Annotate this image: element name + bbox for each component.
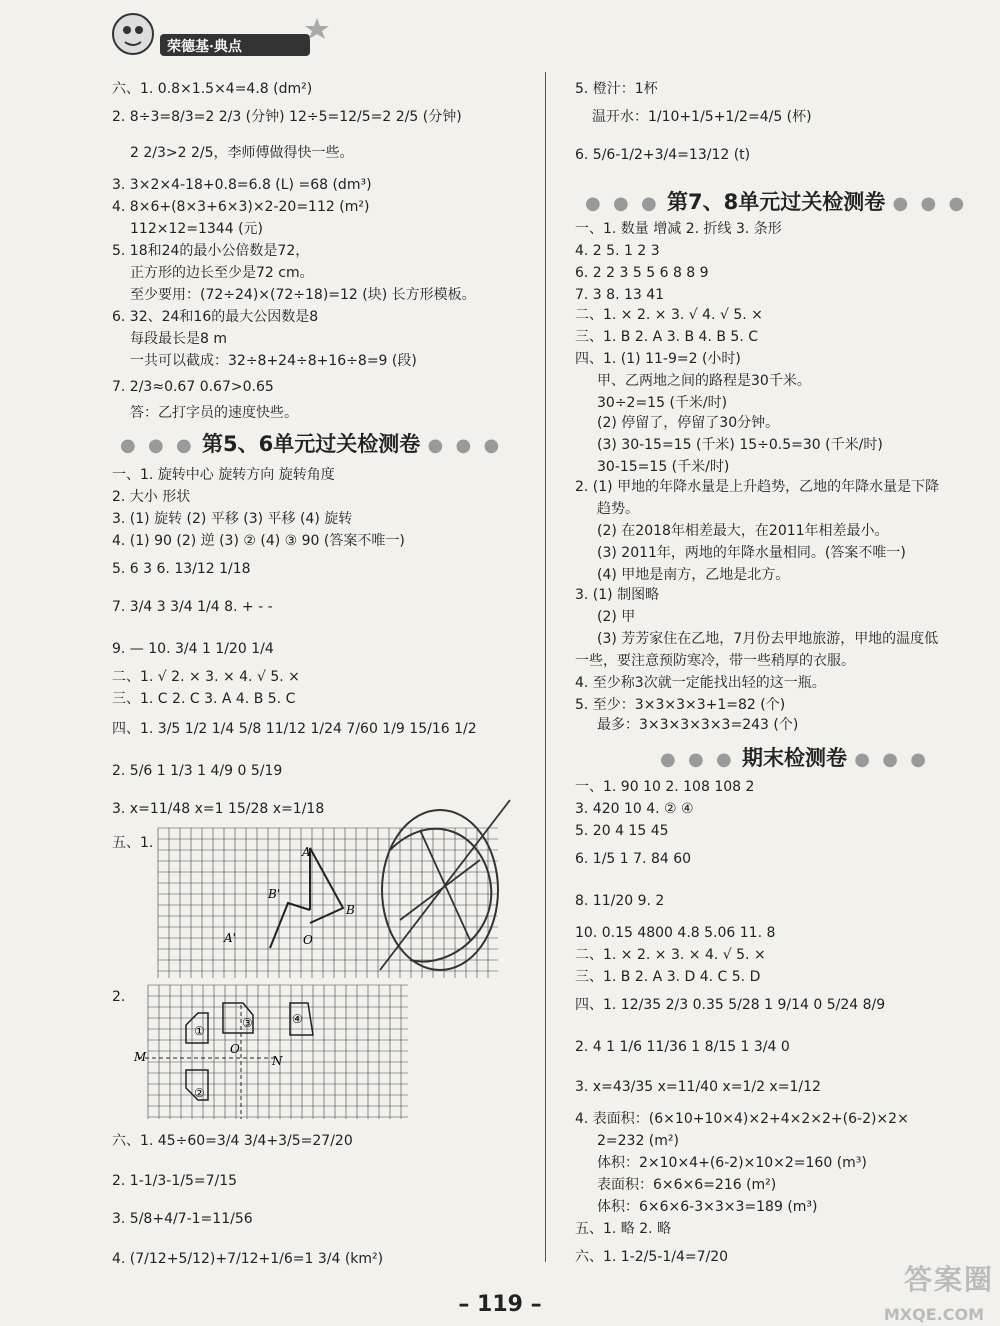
final-line-15: 表面积：6×6×6=216 (m²) bbox=[597, 1177, 777, 1193]
left-line-8: 正方形的边长至少是72 cm。 bbox=[130, 265, 314, 281]
section-title-final-exam: ● ● ● 期末检测卷 ● ● ● bbox=[660, 746, 929, 770]
sec56-line-7: 9. — 10. 3/4 1 1/20 1/4 bbox=[112, 641, 274, 657]
final-line-1: 一、1. 90 10 2. 108 108 2 bbox=[575, 779, 755, 795]
final-line-4: 6. 1/5 1 7. 84 60 bbox=[575, 851, 692, 867]
sec56-line-1: 一、1. 旋转中心 旋转方向 旋转角度 bbox=[112, 467, 335, 483]
logo-text: 荣德基·典点 bbox=[167, 39, 242, 55]
sec78-line-18: 3. (1) 制图略 bbox=[575, 587, 660, 603]
sec78-line-5: 二、1. × 2. × 3. √ 4. √ 5. × bbox=[575, 307, 763, 323]
left-line-7: 5. 18和24的最小公倍数是72， bbox=[112, 243, 310, 259]
grid2-label-m: M bbox=[134, 1050, 147, 1064]
handwritten-watermark bbox=[370, 770, 550, 1010]
final-line-13: 2=232 (m²) bbox=[597, 1133, 679, 1149]
sec78-line-15: (2) 在2018年相差最大，在2011年相差最小。 bbox=[597, 523, 889, 539]
section-title-units-5-6: ● ● ● 第5、6单元过关检测卷 ● ● ● bbox=[120, 432, 503, 456]
final-line-6: 10. 0.15 4800 4.8 5.06 11. 8 bbox=[575, 925, 776, 941]
sec78-line-14: 趋势。 bbox=[597, 501, 639, 517]
corner-watermark-url: MXQE.COM bbox=[883, 1305, 984, 1324]
final-line-14: 体积：2×10×4+(6-2)×10×2=160 (m³) bbox=[597, 1155, 867, 1171]
sec78-line-13: 2. (1) 甲地的年降水量是上升趋势，乙地的年降水量是下降 bbox=[575, 479, 940, 495]
sec56-line-18: 4. (7/12+5/12)+7/12+1/6=1 3/4 (km²) bbox=[112, 1251, 384, 1267]
sec56-line-4: 4. (1) 90 (2) 逆 (3) ② (4) ③ 90 (答案不唯一) bbox=[112, 533, 405, 549]
sec78-line-7: 四、1. (1) 11-9=2 (小时) bbox=[575, 351, 741, 367]
left-line-2: 2. 8÷3=8/3=2 2/3 (分钟) 12÷5=12/5=2 2/5 (分钟) bbox=[112, 109, 462, 125]
left-line-5: 4. 8×6+(8×3+6×3)×2-20=112 (m²) bbox=[112, 199, 370, 215]
grid1-label-o: O bbox=[303, 933, 313, 947]
sec56-line-13: 五、1. bbox=[112, 835, 154, 851]
section-title-text: 第7、8单元过关检测卷 bbox=[666, 190, 886, 214]
section-title-units-7-8: ● ● ● 第7、8单元过关检测卷 ● ● ● bbox=[585, 190, 968, 214]
sec78-line-21: 一些，要注意预防寒冷，带一些稍厚的衣服。 bbox=[575, 653, 855, 669]
sec78-line-22: 4. 至少称3次就一定能找出轻的这一瓶。 bbox=[575, 675, 826, 691]
sec78-line-8: 甲、乙两地之间的路程是30千米。 bbox=[597, 373, 811, 389]
sec78-line-19: (2) 甲 bbox=[597, 609, 636, 625]
left-line-4: 3. 3×2×4-18+0.8=6.8 (L) =68 (dm³) bbox=[112, 177, 372, 193]
sec78-line-24: 最多：3×3×3×3×3=243 (个) bbox=[597, 717, 799, 733]
left-line-3: 2 2/3>2 2/5，李师傅做得快一些。 bbox=[130, 145, 354, 161]
left-line-13: 7. 2/3≈0.67 0.67>0.65 bbox=[112, 379, 274, 395]
sec78-line-11: (3) 30-15=15 (千米) 15÷0.5=30 (千米/时) bbox=[597, 437, 883, 453]
final-line-10: 2. 4 1 1/6 11/36 1 8/15 1 3/4 0 bbox=[575, 1039, 790, 1055]
right-line-3: 6. 5/6-1/2+3/4=13/12 (t) bbox=[575, 147, 751, 163]
sec56-line-2: 2. 大小 形状 bbox=[112, 489, 191, 505]
left-line-6: 112×12=1344 (元) bbox=[130, 221, 263, 237]
sec78-line-12: 30-15=15 (千米/时) bbox=[597, 459, 730, 475]
grid2-label-1: ① bbox=[194, 1024, 205, 1038]
sec56-line-15: 六、1. 45÷60=3/4 3/4+3/5=27/20 bbox=[112, 1133, 353, 1149]
left-line-12: 一共可以截成：32÷8+24÷8+16÷8=9 (段) bbox=[130, 353, 417, 369]
right-line-1: 5. 橙汁：1杯 bbox=[575, 81, 658, 97]
grid2-label-4: ④ bbox=[292, 1012, 303, 1026]
right-line-2: 温开水：1/10+1/5+1/2=4/5 (杯) bbox=[592, 109, 812, 125]
corner-watermark: 答案圈 bbox=[903, 1263, 994, 1296]
sec78-line-3: 6. 2 2 3 5 5 6 8 8 9 bbox=[575, 265, 709, 281]
left-line-9: 至少要用：(72÷24)×(72÷18)=12 (块) 长方形模板。 bbox=[130, 287, 476, 303]
sec56-line-10: 四、1. 3/5 1/2 1/4 5/8 11/12 1/24 7/60 1/9 15/16 1/2 bbox=[112, 721, 477, 737]
final-line-17: 五、1. 略 2. 略 bbox=[575, 1221, 672, 1237]
final-line-11: 3. x=43/35 x=11/40 x=1/2 x=1/12 bbox=[575, 1079, 821, 1095]
section-title-text: 第5、6单元过关检测卷 bbox=[201, 432, 421, 456]
sec56-line-11: 2. 5/6 1 1/3 1 4/9 0 5/19 bbox=[112, 763, 283, 779]
sec56-line-3: 3. (1) 旋转 (2) 平移 (3) 平移 (4) 旋转 bbox=[112, 511, 353, 527]
sec78-line-2: 4. 2 5. 1 2 3 bbox=[575, 243, 660, 259]
grid1-label-a: A bbox=[302, 845, 311, 859]
sec78-line-6: 三、1. B 2. A 3. B 4. B 5. C bbox=[575, 329, 759, 345]
grid1-label-b-prime: B' bbox=[268, 887, 281, 901]
final-line-2: 3. 420 10 4. ② ④ bbox=[575, 801, 694, 817]
sec56-line-6: 7. 3/4 3 3/4 1/4 8. + - - bbox=[112, 599, 273, 615]
final-line-18: 六、1. 1-2/5-1/4=7/20 bbox=[575, 1249, 729, 1265]
section-title-text: 期末检测卷 bbox=[741, 746, 847, 770]
grid2-label-3: ③ bbox=[242, 1016, 253, 1030]
translation-grid-figure bbox=[134, 985, 408, 1119]
left-line-14: 答：乙打字员的速度快些。 bbox=[130, 405, 298, 421]
grid2-label-2: ② bbox=[194, 1086, 205, 1100]
left-line-11: 每段最长是8 m bbox=[130, 331, 227, 347]
sec56-line-17: 3. 5/8+4/7-1=11/56 bbox=[112, 1211, 253, 1227]
final-line-5: 8. 11/20 9. 2 bbox=[575, 893, 665, 909]
grid2-label-o: O bbox=[230, 1042, 240, 1056]
sec78-line-9: 30÷2=15 (千米/时) bbox=[597, 395, 728, 411]
left-line-10: 6. 32、24和16的最大公因数是8 bbox=[112, 309, 319, 325]
page-number: – 119 – bbox=[458, 1292, 542, 1317]
grid1-label-b: B bbox=[346, 903, 355, 917]
sec78-line-16: (3) 2011年，两地的年降水量相同。(答案不唯一) bbox=[597, 545, 906, 561]
sec56-line-8: 二、1. √ 2. × 3. × 4. √ 5. × bbox=[112, 669, 300, 685]
sec56-line-12: 3. x=11/48 x=1 15/28 x=1/18 bbox=[112, 801, 325, 817]
final-line-9: 四、1. 12/35 2/3 0.35 5/28 1 9/14 0 5/24 8/9 bbox=[575, 997, 886, 1013]
final-line-3: 5. 20 4 15 45 bbox=[575, 823, 669, 839]
final-line-12: 4. 表面积：(6×10+10×4)×2+4×2×2+(6-2)×2× bbox=[575, 1111, 909, 1127]
sec78-line-17: (4) 甲地是南方，乙地是北方。 bbox=[597, 567, 790, 583]
column-divider bbox=[545, 72, 546, 1262]
grid2-label-n: N bbox=[272, 1054, 283, 1068]
sec78-line-1: 一、1. 数量 增减 2. 折线 3. 条形 bbox=[575, 221, 782, 237]
final-line-16: 体积：6×6×6-3×3×3=189 (m³) bbox=[597, 1199, 818, 1215]
grid1-label-a-prime: A' bbox=[224, 931, 236, 945]
sec78-line-4: 7. 3 8. 13 41 bbox=[575, 287, 665, 303]
sec56-line-14: 2. bbox=[112, 989, 126, 1005]
publisher-logo bbox=[105, 8, 345, 66]
final-line-8: 三、1. B 2. A 3. D 4. C 5. D bbox=[575, 969, 761, 985]
sec78-line-10: (2) 停留了，停留了30分钟。 bbox=[597, 415, 780, 431]
final-line-7: 二、1. × 2. × 3. × 4. √ 5. × bbox=[575, 947, 766, 963]
sec78-line-20: (3) 芳芳家住在乙地，7月份去甲地旅游，甲地的温度低 bbox=[597, 631, 939, 647]
sec78-line-23: 5. 至少：3×3×3×3+1=82 (个) bbox=[575, 697, 786, 713]
sec56-line-5: 5. 6 3 6. 13/12 1/18 bbox=[112, 561, 251, 577]
left-line-1: 六、1. 0.8×1.5×4=4.8 (dm²) bbox=[112, 81, 313, 97]
sec56-line-9: 三、1. C 2. C 3. A 4. B 5. C bbox=[112, 691, 296, 707]
sec56-line-16: 2. 1-1/3-1/5=7/15 bbox=[112, 1173, 238, 1189]
